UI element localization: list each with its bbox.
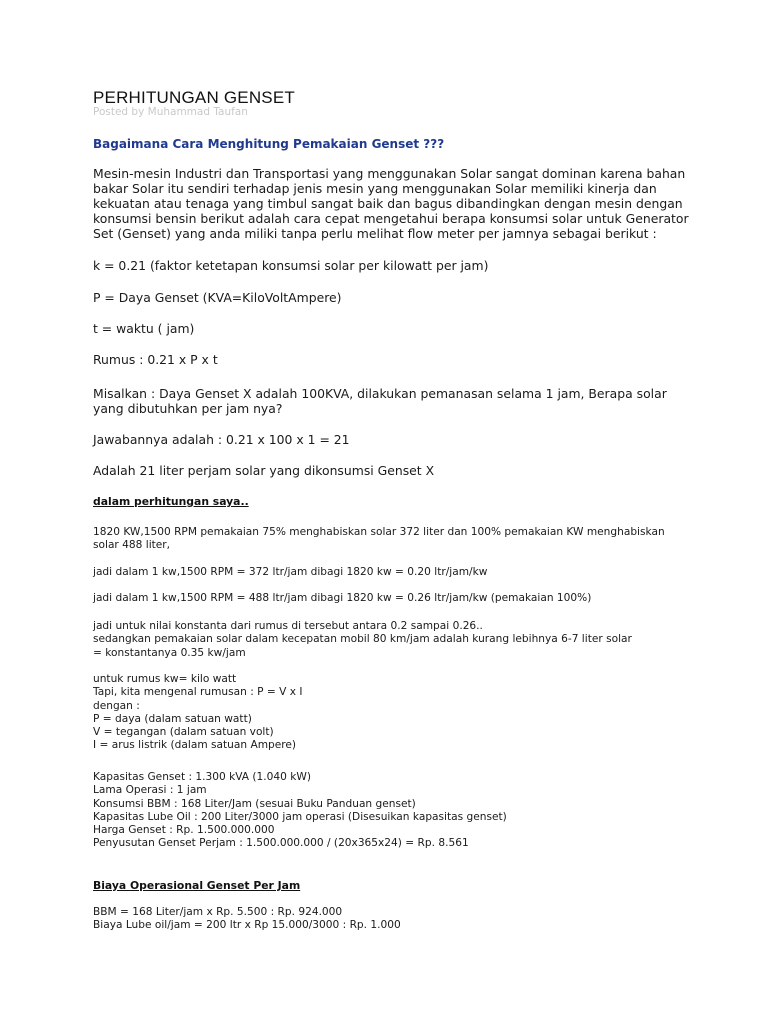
calc-line: P = daya (dalam satuan watt) <box>93 712 252 725</box>
calc-line: Lama Operasi : 1 jam <box>93 784 207 797</box>
calc-line: Harga Genset : Rp. 1.500.000.000 <box>93 824 275 837</box>
calc-line: solar 488 liter, <box>93 539 171 552</box>
calc-paragraph-1 <box>93 526 713 553</box>
calculation-heading: dalam perhitungan saya.. <box>93 495 249 508</box>
example-line: yang dibutuhkan per jam nya? <box>93 401 283 416</box>
intro-line: Set (Genset) yang anda miliki tanpa perlu melihat flow meter per jamnya sebagai berikut : <box>93 226 657 241</box>
example-conclusion: Adalah 21 liter perjam solar yang dikonsumsi Genset X <box>93 463 435 478</box>
example-line: Misalkan : Daya Genset X adalah 100KVA, dilakukan pemanasan selama 1 jam, Berapa solar <box>93 386 667 401</box>
example-answer: Jawabannya adalah : 0.21 x 100 x 1 = 21 <box>93 432 350 447</box>
operational-paragraph <box>93 906 713 933</box>
calc-line: Kapasitas Lube Oil : 200 Liter/3000 jam operasi (Disesuikan kapasitas genset) <box>93 810 507 823</box>
article-subtitle: Bagaimana Cara Menghitung Pemakaian Genset ??? <box>93 137 445 151</box>
calc-line: Tapi, kita mengenal rumusan : P = V x I <box>93 686 303 699</box>
page-title: PERHITUNGAN GENSET <box>93 88 295 107</box>
calc-line: I = arus listrik (dalam satuan Ampere) <box>93 739 297 752</box>
calc-line: jadi untuk nilai konstanta dari rumus di tersebut antara 0.2 sampai 0.26.. <box>93 620 483 632</box>
calc-line: Kapasitas Genset : 1.300 kVA (1.040 kW) <box>93 771 311 783</box>
calc-line: Konsumsi BBM : 168 Liter/Jam (sesuai Buku Panduan genset) <box>93 797 416 810</box>
calc-paragraph-5 <box>93 673 713 753</box>
calc-line: sedangkan pemakaian solar dalam kecepatan mobil 80 km/jam adalah kurang lebihnya 6-7 liter solar <box>93 633 632 646</box>
definition-p: P = Daya Genset (KVA=KiloVoltAmpere) <box>93 290 342 305</box>
calc-line: = konstantanya 0.35 kw/jam <box>93 646 246 659</box>
intro-line: bakar Solar itu sendiri terhadap jenis mesin yang menggunakan Solar memiliki kinerja dan <box>93 181 657 196</box>
operational-line: Biaya Lube oil/jam = 200 ltr x Rp 15.000/3000 : Rp. 1.000 <box>93 919 401 932</box>
example-paragraph <box>93 386 713 416</box>
calc-paragraph-6 <box>93 771 713 851</box>
calc-line: Penyusutan Genset Perjam : 1.500.000.000 / (20x365x24) = Rp. 8.561 <box>93 837 469 850</box>
definition-k: k = 0.21 (faktor ketetapan konsumsi solar per kilowatt per jam) <box>93 258 489 273</box>
calc-paragraph-2: jadi dalam 1 kw,1500 RPM = 372 ltr/jam dibagi 1820 kw = 0.20 ltr/jam/kw <box>93 566 488 578</box>
calc-paragraph-3: jadi dalam 1 kw,1500 RPM = 488 ltr/jam dibagi 1820 kw = 0.26 ltr/jam/kw (pemakaian 100%) <box>93 592 592 604</box>
definition-t: t = waktu ( jam) <box>93 321 195 336</box>
intro-line: kekuatan atau tenaga yang timbul sangat baik dan bagus dibandingkan dengan mesin dengan <box>93 196 683 211</box>
calc-line: 1820 KW,1500 RPM pemakaian 75% menghabiskan solar 372 liter dan 100% pemakaian KW menghabiskan <box>93 526 665 538</box>
intro-line: Mesin-mesin Industri dan Transportasi yang menggunakan Solar sangat dominan karena bahan <box>93 166 686 181</box>
calc-line: dengan : <box>93 699 140 712</box>
operational-heading: Biaya Operasional Genset Per Jam <box>93 879 301 892</box>
operational-line: BBM = 168 Liter/jam x Rp. 5.500 : Rp. 924.000 <box>93 906 343 918</box>
calc-paragraph-4 <box>93 620 713 660</box>
intro-line: konsumsi bensin berikut adalah cara cepat mengetahui berapa konsumsi solar untuk Generator <box>93 211 689 226</box>
calc-line: untuk rumus kw= kilo watt <box>93 673 237 685</box>
author-byline: Posted by Muhammad Taufan <box>93 106 248 118</box>
formula-text: Rumus : 0.21 x P x t <box>93 352 218 367</box>
calc-line: V = tegangan (dalam satuan volt) <box>93 726 274 739</box>
intro-paragraph <box>93 166 713 241</box>
